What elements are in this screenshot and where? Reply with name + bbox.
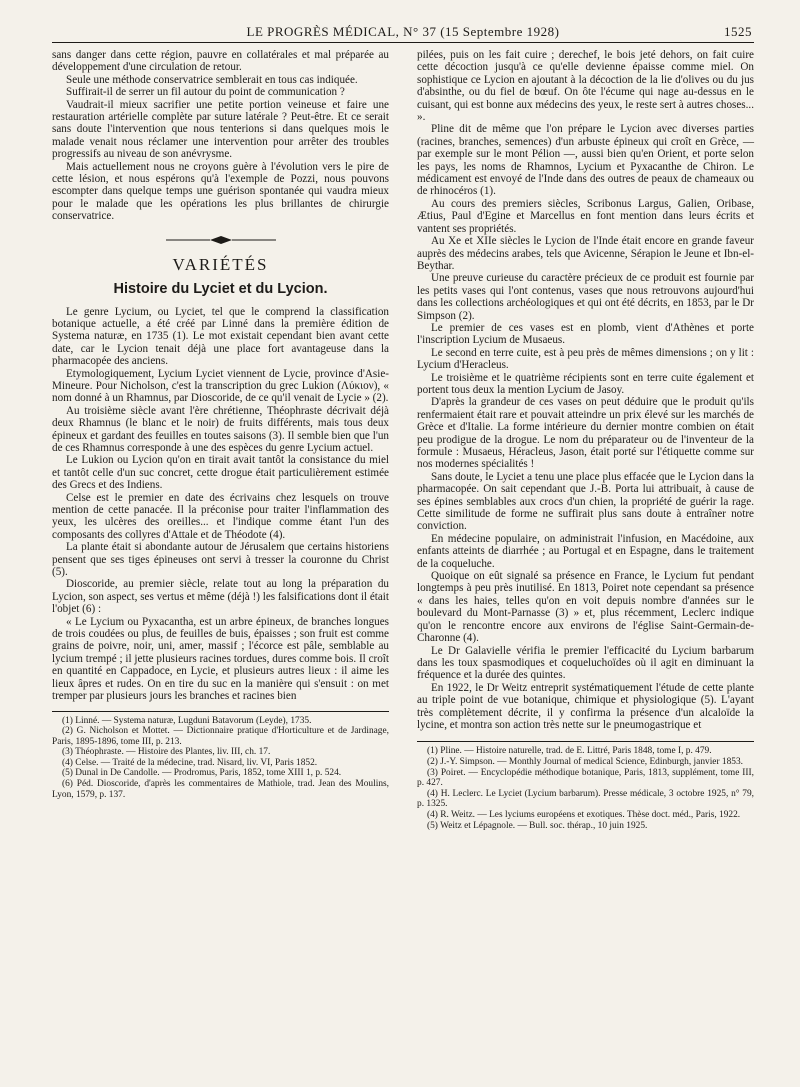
paragraph: sans danger dans cette région, pauvre en collatérales et mal préparée au développement d'une circulation de retour. bbox=[52, 49, 389, 74]
footnote: (1) Pline. — Histoire naturelle, trad. de E. Littré, Paris 1848, tome I, p. 479. bbox=[427, 746, 712, 757]
paragraph: Vaudrait-il mieux sacrifier une petite portion veineuse et faire une restauration artérielle complète par suture latérale ? Peut-être. Et ce serait sans doute l'intervention que nous tenterions si dans quelques mois le malade venait nous réclamer une intervention pour arrêter des troubles progressifs au niveau de son anévrysme. bbox=[52, 98, 389, 161]
footnote: (6) Péd. Dioscoride, d'après les commentaires de Mathiole, trad. Jean des Moulins, Lyon, 1579, p. 137. bbox=[52, 779, 389, 800]
paragraph: Dioscoride, au premier siècle, relate tout au long la préparation du Lycion, son aspect, ses vertus et même (déjà !) les falsifications dont il était l'objet (6) : bbox=[52, 578, 389, 616]
paragraph: Le Lukion ou Lycion qu'on en tirait avait tantôt la consistance du miel et tantôt celle d'un suc concret, cette drogue était particulièrement estimée des Grecs et des Indiens. bbox=[52, 454, 389, 492]
paragraph: En 1922, le Dr Weitz entreprit systématiquement l'étude de cette plante au triple point de vue botanique, chimique et physiologique (5). L'ayant très complètement décrite, il y confirma la présence d'un alcaloïde la lycine, et montra son action très nette sur le pneumogastrique et bbox=[417, 681, 754, 731]
paragraph: Au troisième siècle avant l'ère chrétienne, Théophraste décrivait déjà deux Rhamnus (le blanc et le noir) de fruits différents, mais tous deux épineux et gardant des feuilles en toutes saisons (3). Il semble bien que l'un de ces Rhamnus corresponde à une des espèces du genre Lycium actuel. bbox=[52, 404, 389, 454]
paragraph: « Le Lycium ou Pyxacantha, est un arbre épineux, de branches longues de trois coudées ou plus, de feuilles de buis, épaisses ; son fruit est comme grains de poivre, noir, uni, amer, massif ; l'écorce est pâle, semblable au lycium trempé ; il jette plusieurs racines tordues, dures comme bois. Il croît en quantité en Cappadoce, en Lycie, et plusieurs autres lieux : il aime les lieux âpres et rudes. On en tire du suc en la manière qui s'ensuit : on met tremper par plusieurs jours les branches et racines bien bbox=[52, 615, 389, 703]
paragraph: Sans doute, le Lyciet a tenu une place plus effacée que le Lycion dans la pharmacopée. On sait cependant que J.-B. Porta lui attribuait, à cause de ses épines semblables aux crocs d'un chien, la propriété de guérir la rage. Cette similitude de forme ne suffirait plus sans doute à entraîner notre conviction. bbox=[417, 470, 754, 533]
footnote: (4) R. Weitz. — Les lyciums européens et exotiques. Thèse doct. méd., Paris, 1922. bbox=[427, 809, 741, 820]
footnote: (1) Linné. — Systema naturæ, Lugduni Batavorum (Leyde), 1735. bbox=[62, 715, 312, 726]
paragraph: Mais actuellement nous ne croyons guère à l'évolution vers le pire de cette lésion, et nous espérons qu'à l'exemple de Pozzi, nous pouvons escompter dans quelque temps une guérison spontanée qui vaudra mieux pour le malade que les opérations les plus brillantes de chirurgie conservatrice. bbox=[52, 160, 389, 223]
paragraph: En médecine populaire, on administrait l'infusion, en Macédoine, aux enfants atteints de diarrhée ; au Portugal et en Espagne, dans le traitement de la coqueluche. bbox=[417, 532, 754, 570]
journal-title: LE PROGRÈS MÉDICAL, N° 37 (15 Septembre 1928) bbox=[246, 24, 560, 39]
paragraph: Quoique on eût signalé sa présence en France, le Lycium fut pendant longtemps à peu près inutilisé. En 1813, Poiret note cependant sa présence « dans les haies, telles qu'on en voit depuis nombre d'années sur le boulevard du Mont-Parnasse (3) » et, plus récemment, Leclerc indique qu'on le rencontre encore aux environs de l'église Saint-Germain-de-Charonne (4). bbox=[417, 570, 754, 645]
footnote: (5) Dunal in De Candolle. — Prodromus, Paris, 1852, tome XIII 1, p. 524. bbox=[62, 768, 342, 779]
divider-ornament bbox=[166, 235, 276, 245]
paragraph: Le premier de ces vases est en plomb, vient d'Athènes et porte l'inscription Lycium de Musaeus. bbox=[417, 321, 754, 347]
paragraph: Celse est le premier en date des écrivains chez lesquels on trouve mention de cette panacée. Il la préconise pour traiter l'inflammation des yeux, les ulcères des oreilles... et l'indique comme étant l'un des composants des collyres d'Attale et de Théodote (4). bbox=[52, 491, 389, 541]
paragraph: La plante était si abondante autour de Jérusalem que certains historiens pensent que ses tiges épineuses ont servi à tresser la couronne du Christ (5). bbox=[52, 541, 389, 579]
paragraph: Suffirait-il de serrer un fil autour du point de communication ? bbox=[66, 86, 345, 99]
footnote: (4) Celse. — Traité de la médecine, trad. Nisard, liv. VI, Paris 1852. bbox=[62, 757, 318, 768]
paragraph: Au Xe et XIIe siècles le Lycion de l'Inde était encore en grande faveur auprès des médecins arabes, tels que Avicenne, Sérapion le Jeune et Ibn-el-Beythar. bbox=[417, 235, 754, 272]
footnote: (5) Weitz et Lépagnole. — Bull. soc. thérap., 10 juin 1925. bbox=[427, 820, 648, 831]
section-title: VARIÉTÉS bbox=[172, 254, 269, 274]
page-number: 1525 bbox=[724, 24, 752, 39]
paragraph: Une preuve curieuse du caractère précieux de ce produit est fournie par les petits vases qui l'ont contenus, vases que nous retrouvons aujourd'hui dans les collections archéologiques et qui ont été décrits, en 1853, par le Dr Simpson (2). bbox=[417, 272, 754, 322]
footnote: (3) Poiret. — Encyclopédie méthodique botanique, Paris, 1813, supplément, tome III, p. 427. bbox=[417, 767, 754, 789]
paragraph: Seule une méthode conservatrice semblerait en tous cas indiquée. bbox=[66, 73, 358, 86]
footnotes bbox=[52, 711, 389, 801]
article-title: Histoire du Lyciet et du Lycion. bbox=[113, 281, 328, 298]
footnote: (2) J.-Y. Simpson. — Monthly Journal of medical Science, Edinburgh, janvier 1853. bbox=[427, 756, 744, 767]
paragraph: Le troisième et le quatrième récipients sont en terre cuite également et portent tous deux la mention Lycium de Jasoy. bbox=[417, 371, 754, 396]
paragraph: Au cours des premiers siècles, Scribonus Largus, Galien, Oribase, Ætius, Paul d'Egine et Marcellus en font mention dans leurs écrits et vantent ses propriétés. bbox=[417, 197, 754, 235]
right-column bbox=[417, 49, 754, 831]
footnote: (2) G. Nicholson et Mottet. — Dictionnaire pratique d'Horticulture et de Jardinage, Paris, 1895-1896, tome III, p. 213. bbox=[52, 726, 389, 747]
footnote: (4) H. Leclerc. Le Lyciet (Lycium barbarum). Presse médicale, 3 octobre 1925, n° 79, p. 1325. bbox=[417, 788, 754, 810]
paragraph: Etymologiquement, Lycium Lyciet viennent de Lycie, province d'Asie-Mineure. Pour Nicholson, c'est la transcription du grec Lukion (Λύκιον), « nom donné à un Rhamnus, par Dioscoride, de ce qu'il venait de Lycie » (2). bbox=[52, 367, 389, 405]
paragraph: pilées, puis on les fait cuire ; derechef, le bois jeté dehors, on fait cuire cette décoction jusqu'à ce qu'elle devienne épaisse comme miel. On sophistique ce Lycion en ajoutant à la décoction de la lie d'olives ou du jus d'absinthe, ou du fiel de bœuf. On ôte l'écume qui nage au-dessus en le cuisant, qui est bonne aux médecins des yeux, le reste sert à autres choses... ». bbox=[417, 49, 754, 124]
left-column bbox=[52, 49, 389, 831]
paragraph: Le Dr Galavielle vérifia le premier l'efficacité du Lycium barbarum dans les toux spasmodiques et coqueluchoïdes où il agit en diminuant la fréquence et la durée des quintes. bbox=[417, 644, 754, 682]
paragraph: Pline dit de même que l'on prépare le Lycion avec diverses parties (racines, branches, semences) d'un arbuste épineux qui croît en Grèce, — par exemple sur le mont Pélion —, aussi bien qu'en Orient, et porte selon les pays, les noms de Rhamnos, Lycium et Pyxacanthe de Chiron. Le médicament est envoyé de l'Inde dans des outres de peaux de chameaux ou de rhinocéros (1). bbox=[417, 123, 754, 198]
paragraph: D'après la grandeur de ces vases on peut déduire que le produit qu'ils renfermaient était rare et pouvait atteindre un prix élevé sur les marchés de Grèce et d'Italie. La forme intérieure du dernier montre combien on était peu prodigue de la drogue. Le nom du préparateur ou de l'inventeur de la formule : Musaeus, Héracleus, Jason, était porté sur l'étiquette comme sur nos modernes spécialités ! bbox=[417, 396, 754, 471]
paragraph: Le second en terre cuite, est à peu près de mêmes dimensions ; on y lit : Lycium d'Heracleus. bbox=[417, 346, 754, 372]
running-header bbox=[52, 22, 754, 43]
paragraph: Le genre Lycium, ou Lyciet, tel que le comprend la classification botanique actuelle, a été créé par Linné dans la première édition de Systema naturæ, en 1735 (1). Le mot existait cependant bien avant cette date, car le Lycion tenait déjà une place fort avantageuse dans la pharmacopée des anciens. bbox=[52, 305, 389, 368]
footnotes bbox=[417, 741, 754, 831]
footnote: (3) Théophraste. — Histoire des Plantes, liv. III, ch. 17. bbox=[62, 747, 271, 758]
